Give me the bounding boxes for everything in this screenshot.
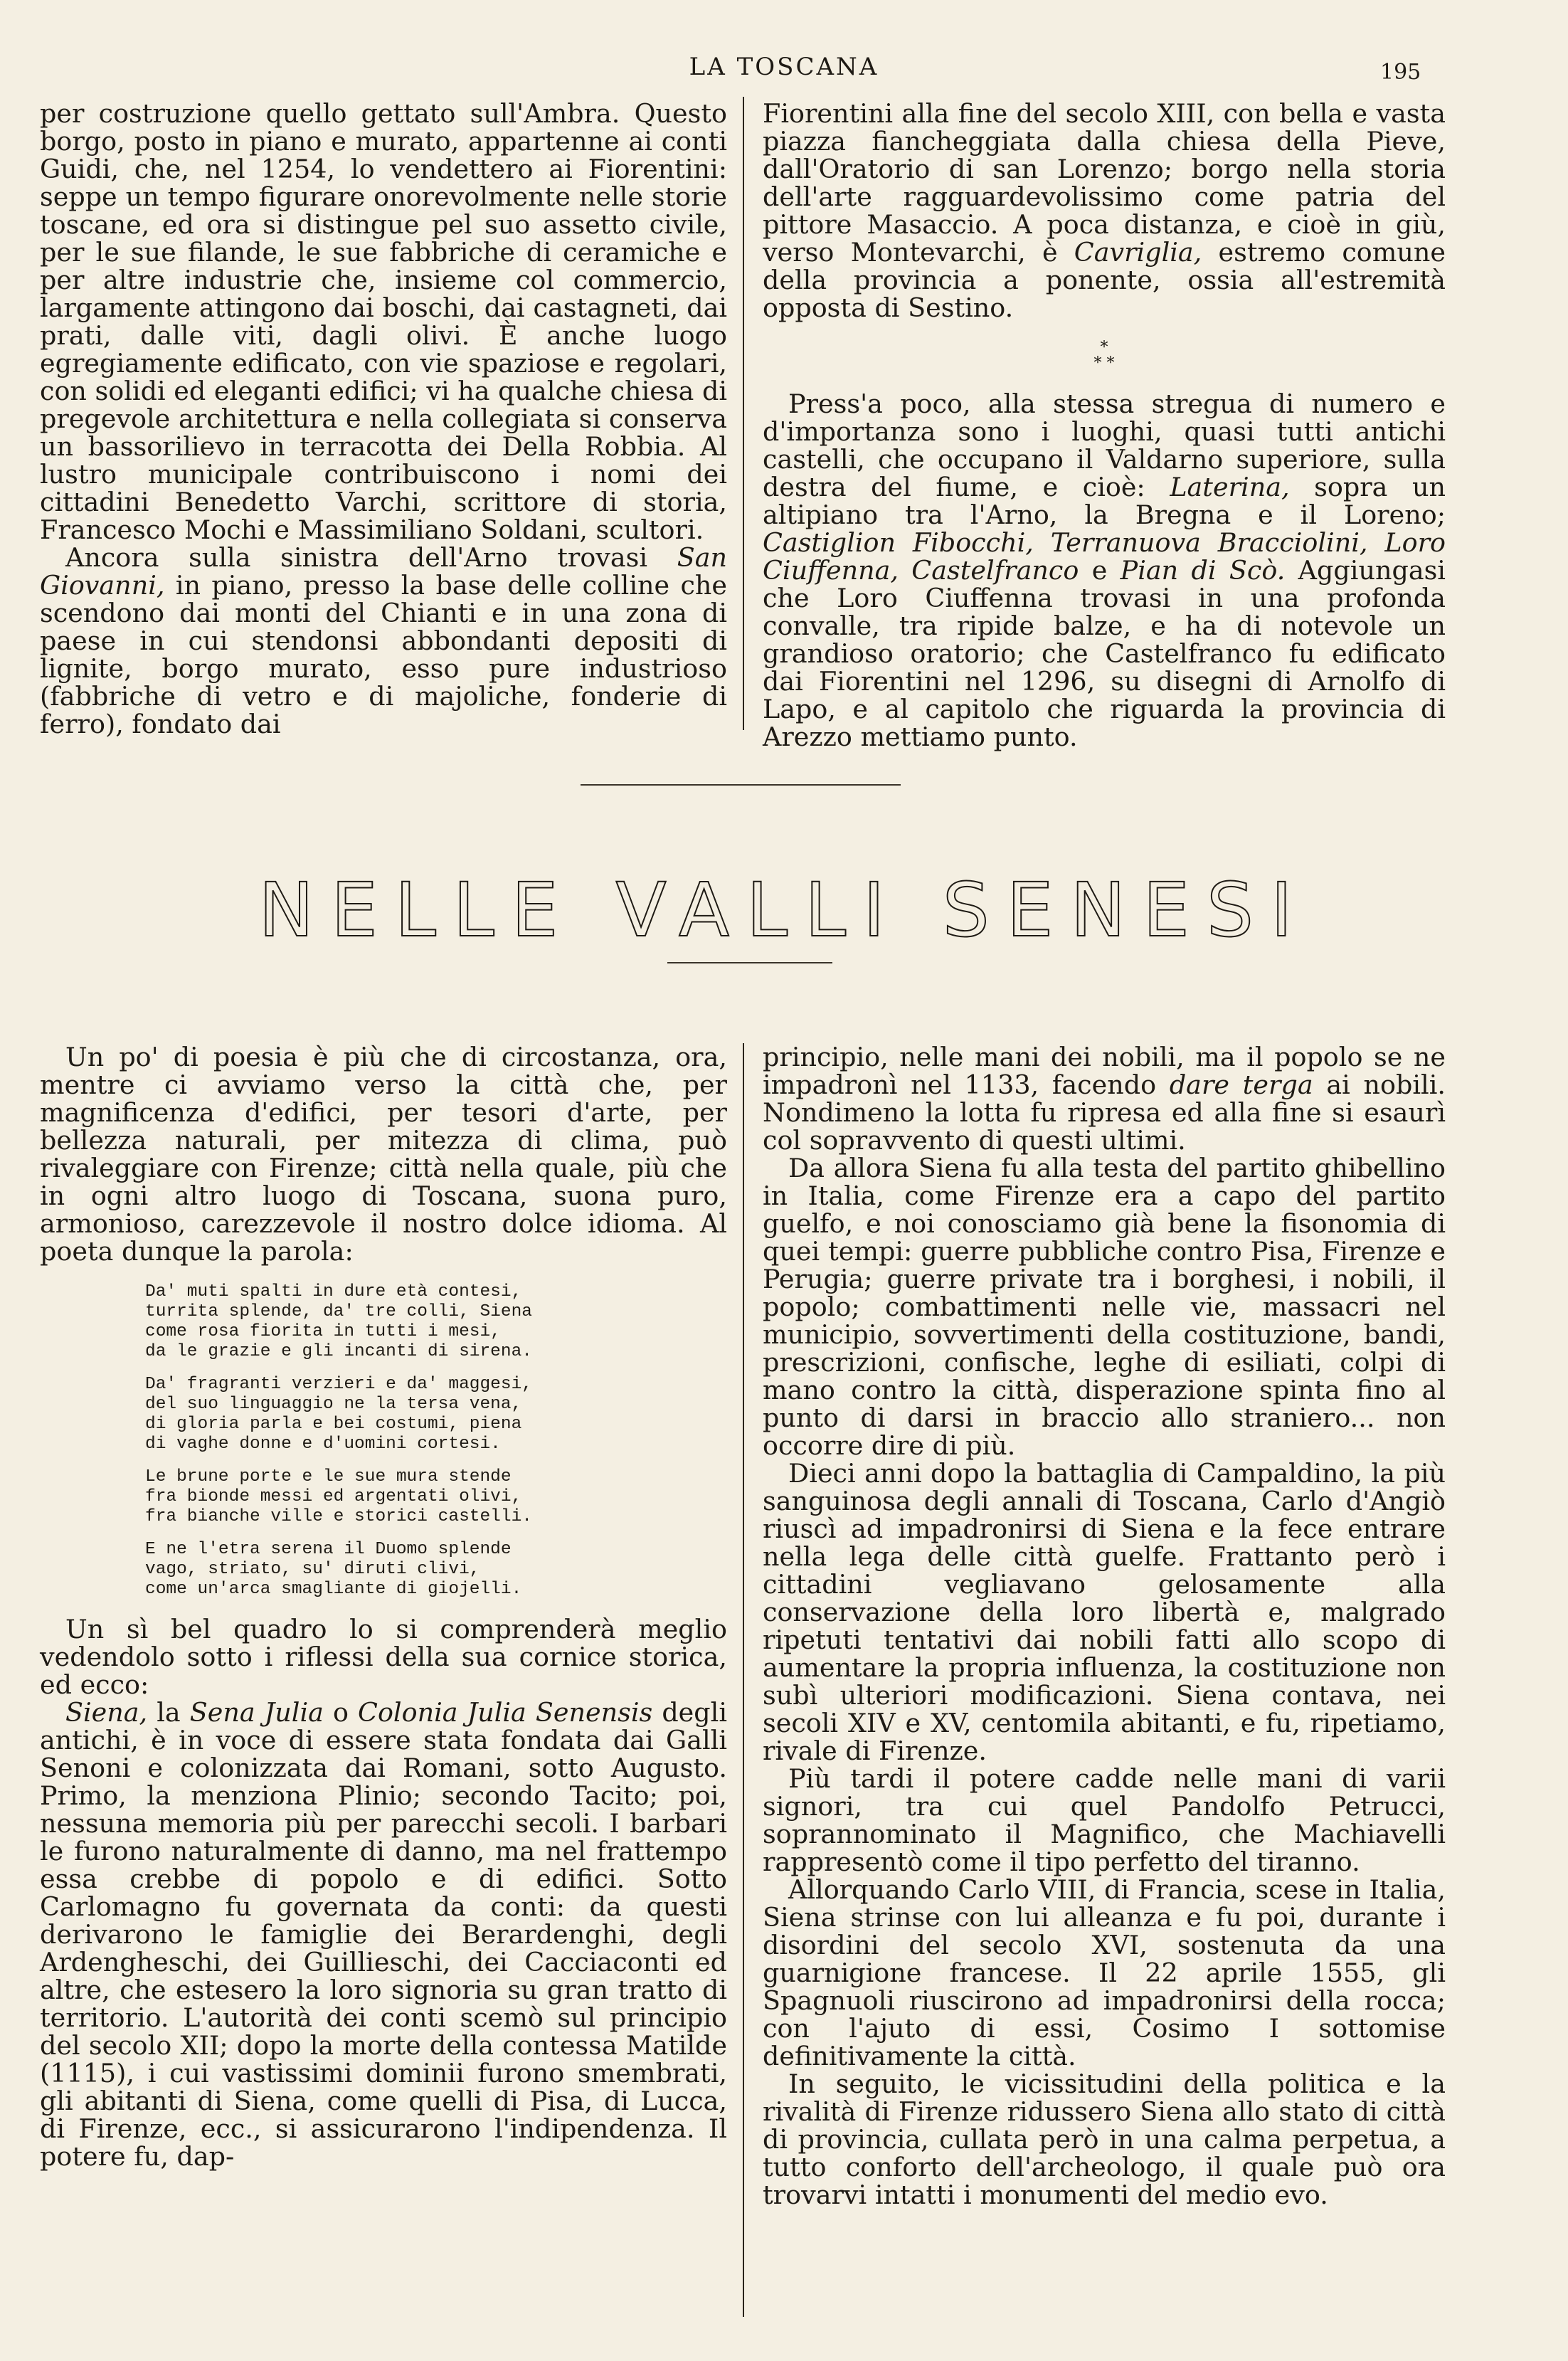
bottom-left-column xyxy=(40,1043,727,2170)
column-divider xyxy=(743,97,744,730)
poem-line: da le grazie e gli incanti di sirena. xyxy=(145,1342,532,1361)
place-name: San Giovanni, xyxy=(40,542,727,601)
poem-line: come un'arca smagliante di giojelli. xyxy=(145,1580,522,1599)
poem-line: Da' fragranti verzieri e da' maggesi, xyxy=(145,1375,532,1394)
poem-line: fra bianche ville e storici castelli. xyxy=(145,1507,532,1526)
poem-line: Da' muti spalti in dure età contesi, xyxy=(145,1282,522,1301)
poem-line: E ne l'etra serena il Duomo splende xyxy=(145,1540,512,1559)
bottom-right-column xyxy=(763,1043,1446,2209)
paragraph: Press'a poco, alla stessa stregua di numero e d'importanza sono i luoghi, quasi tutti antichi castelli, che occupano il Valdarno superiore, sulla destra del fiume, e cioè: Laterina, sopra un altipiano tra l'Arno, la Bregna e il Loreno; Castiglion Fibocchi, Terranuova Bracciolini, Loro Ciuffenna, Castelfranco e Pian di Scò. Aggiungasi che Loro Ciuffenna trovasi in una profonda convalle, tra ripide balze, e ha di notevole un grandioso oratorio; che Castelfranco fu edificato dai Fiorentini nel 1296, su disegni di Arnolfo di Lapo, e al capitolo che riguarda la provincia di Arezzo mettiamo punto. xyxy=(763,389,1446,752)
section-rule-bottom xyxy=(667,962,832,963)
place-name: Siena, xyxy=(65,1697,148,1728)
paragraph: per costruzione quello gettato sull'Ambra. Questo borgo, posto in piano e murato, appartenne ai conti Guidi, che, nel 1254, lo vendettero ai Fiorentini: seppe un tempo figurare onorevolmente nelle storie toscane, ed ora si distingue pel suo assetto civile, per le sue filande, le sue fabbriche di ceramiche e per altre industrie che, insieme col commercio, largamente attingono dai boschi, dai castagneti, dai prati, dalle viti, dagli olivi. È anche luogo egregiamente edificato, con vie spaziose e regolari, con solidi ed eleganti edifici; vi ha qualche chiesa di pregevole architettura e nella collegiata si conserva un bassorilievo in terracotta dei Della Robbia. Al lustro municipale contribuiscono i nomi dei cittadini Benedetto Varchi, scrittore di storia, Francesco Mochi e Massimiliano Soldani, scultori. xyxy=(40,98,727,545)
running-title: LA TOSCANA xyxy=(689,53,879,81)
place-name: Cavriglia, xyxy=(1074,237,1202,268)
place-names: Castiglion Fibocchi, Terranuova Bracciolini, Loro Ciuffenna, Castelfranco xyxy=(763,527,1446,586)
paragraph: Da allora Siena fu alla testa del partito ghibellino in Italia, come Firenze era a capo del partito guelfo, e noi conosciamo già bene la fisonomia di quei tempi: guerre pubbliche contro Pisa, Firenze e Perugia; guerre private tra i borghesi, i nobili, il popolo; combattimenti nelle vie, massacri nel municipio, sovvertimenti della costituzione, bandi, prescrizioni, confische, leghe di esiliati, colpi di mano contro la città, disperazione spinta fino al punto di darsi in braccio allo straniero... non occorre dire di più. xyxy=(763,1153,1446,1461)
page-number: 195 xyxy=(1380,60,1421,85)
poem-line: vago, striato, su' diruti clivi, xyxy=(145,1560,480,1579)
poem-line: di gloria parla e bei costumi, piena xyxy=(145,1415,522,1434)
latin-name: Colonia Julia Senensis xyxy=(358,1697,653,1728)
place-name: Pian di Scò. xyxy=(1120,555,1286,586)
column-divider xyxy=(743,1043,744,2317)
paragraph: Siena, la Sena Julia o Colonia Julia Senensis degli antichi, è in voce di essere stata fondata dai Galli Senoni e colonizzata dai Romani, sotto Augusto. Primo, la menziona Plinio; secondo Tacito; poi, nessuna memoria più per parecchi secoli. I barbari le furono naturalmente di danno, ma nel frattempo essa crebbe di popolo e di edifici. Sotto Carlomagno fu governata da conti: da questi derivarono le famiglie dei Berardenghi, degli Ardengheschi, dei Guillieschi, dei Cacciaconti ed altre, che estesero la loro signoria su gran tratto di territorio. L'autorità dei conti scemò sul principio del secolo XII; dopo la morte della contessa Matilde (1115), i cui vastissimi dominii furono smembrati, gli abitanti di Siena, come quelli di Pisa, di Lucca, di Firenze, ecc., si assicurarono l'indipendenza. Il potere fu, dap- xyxy=(40,1697,727,2172)
top-right-column xyxy=(763,100,1446,751)
paragraph: Dieci anni dopo la battaglia di Campaldino, la più sanguinosa degli annali di Toscana, Carlo d'Angiò riuscì ad impadronirsi di Siena e la fece entrare nella lega delle città guelfe. Frattanto però i cittadini vegliavano gelosamente alla conservazione della loro libertà e, malgrado ripetuti tentativi dai nobili fatti allo scopo di aumentare la propria influenza, la costituzione non subì ulteriori modificazioni. Siena contava, nei secoli XIV e XV, centomila abitanti, e fu, ripetiamo, rivale di Firenze. xyxy=(763,1458,1446,1766)
poem-line: come rosa fiorita in tutti i mesi, xyxy=(145,1322,501,1341)
paragraph: Fiorentini alla fine del secolo XIII, con bella e vasta piazza fiancheggiata dalla chiesa della Pieve, dall'Oratorio di san Lorenzo; borgo nella storia dell'arte ragguardevolissimo come patria del pittore Masaccio. A poca distanza, e cioè in giù, verso Montevarchi, è Cavriglia, estremo comune della provincia a ponente, ossia all'estremità opposta di Sestino. xyxy=(763,98,1446,323)
top-left-column xyxy=(40,100,727,738)
section-title: NELLE VALLI SENESI xyxy=(258,867,1310,954)
paragraph: Un sì bel quadro lo si comprenderà meglio vedendolo sotto i riflessi della sua cornice storica, ed ecco: xyxy=(40,1614,727,1700)
poem-line: Le brune porte e le sue mura stende xyxy=(145,1467,512,1486)
poem-line: del suo linguaggio ne la tersa vena, xyxy=(145,1395,522,1414)
section-stars: * * * xyxy=(1093,339,1115,372)
poem-line: turrita splende, da' tre colli, Siena xyxy=(145,1302,532,1321)
poem-stanza xyxy=(145,1467,727,1527)
paragraph: principio, nelle mani dei nobili, ma il popolo se ne impadronì nel 1133, facendo dare terga ai nobili. Nondimeno la lotta fu ripresa ed alla fine si esaurì col sopravvento di questi ultimi. xyxy=(763,1042,1446,1156)
poem-line: di vaghe donne e d'uomini cortesi. xyxy=(145,1435,501,1454)
paragraph: Più tardi il potere cadde nelle mani di varii signori, tra cui quel Pandolfo Petrucci, soprannominato il Magnifico, che Machiavelli rappresentò come il tipo perfetto del tiranno. xyxy=(763,1763,1446,1877)
poem-stanza xyxy=(145,1282,727,1362)
poem-stanza xyxy=(145,1375,727,1454)
poem-line: fra bionde messi ed argentati olivi, xyxy=(145,1487,522,1506)
paragraph: Allorquando Carlo VIII, di Francia, scese in Italia, Siena strinse con lui alleanza e fu poi, durante i disordini del secolo XVI, sostenuta da una guarnigione francese. Il 22 aprile 1555, gli Spagnuoli riuscirono ad impadronirsi della rocca; con l'ajuto di essi, Cosimo I sottomise definitivamente la città. xyxy=(763,1874,1446,2071)
poem xyxy=(145,1282,727,1600)
paragraph: Ancora sulla sinistra dell'Arno trovasi San Giovanni, in piano, presso la base delle colline che scendono dai monti del Chianti e in una zona di paese in cui stendonsi abbondanti depositi di lignite, borgo murato, esso pure industrioso (fabbriche di vetro e di majoliche, fonderie di ferro), fondato dai xyxy=(40,542,727,739)
latin-phrase: dare terga xyxy=(1169,1069,1313,1100)
paragraph: In seguito, le vicissitudini della politica e la rivalità di Firenze ridussero Siena allo stato di città di provincia, cullata però in una calma perpetua, a tutto conforto dell'archeologo, il quale può ora trovarvi intatti i monumenti del medio evo. xyxy=(763,2069,1446,2210)
section-rule-top xyxy=(581,784,901,786)
place-name: Laterina, xyxy=(1170,472,1290,502)
paragraph: Un po' di poesia è più che di circostanza, ora, mentre ci avviamo verso la città che, per magnificenza d'edifici, per tesori d'arte, per bellezza naturali, per mitezza di clima, può rivaleggiare con Firenze; città nella quale, più che in ogni altro luogo di Toscana, suona puro, armonioso, carezzevole il nostro dolce idioma. Al poeta dunque la parola: xyxy=(40,1042,727,1267)
latin-name: Sena Julia xyxy=(189,1697,324,1728)
poem-stanza xyxy=(145,1540,727,1600)
